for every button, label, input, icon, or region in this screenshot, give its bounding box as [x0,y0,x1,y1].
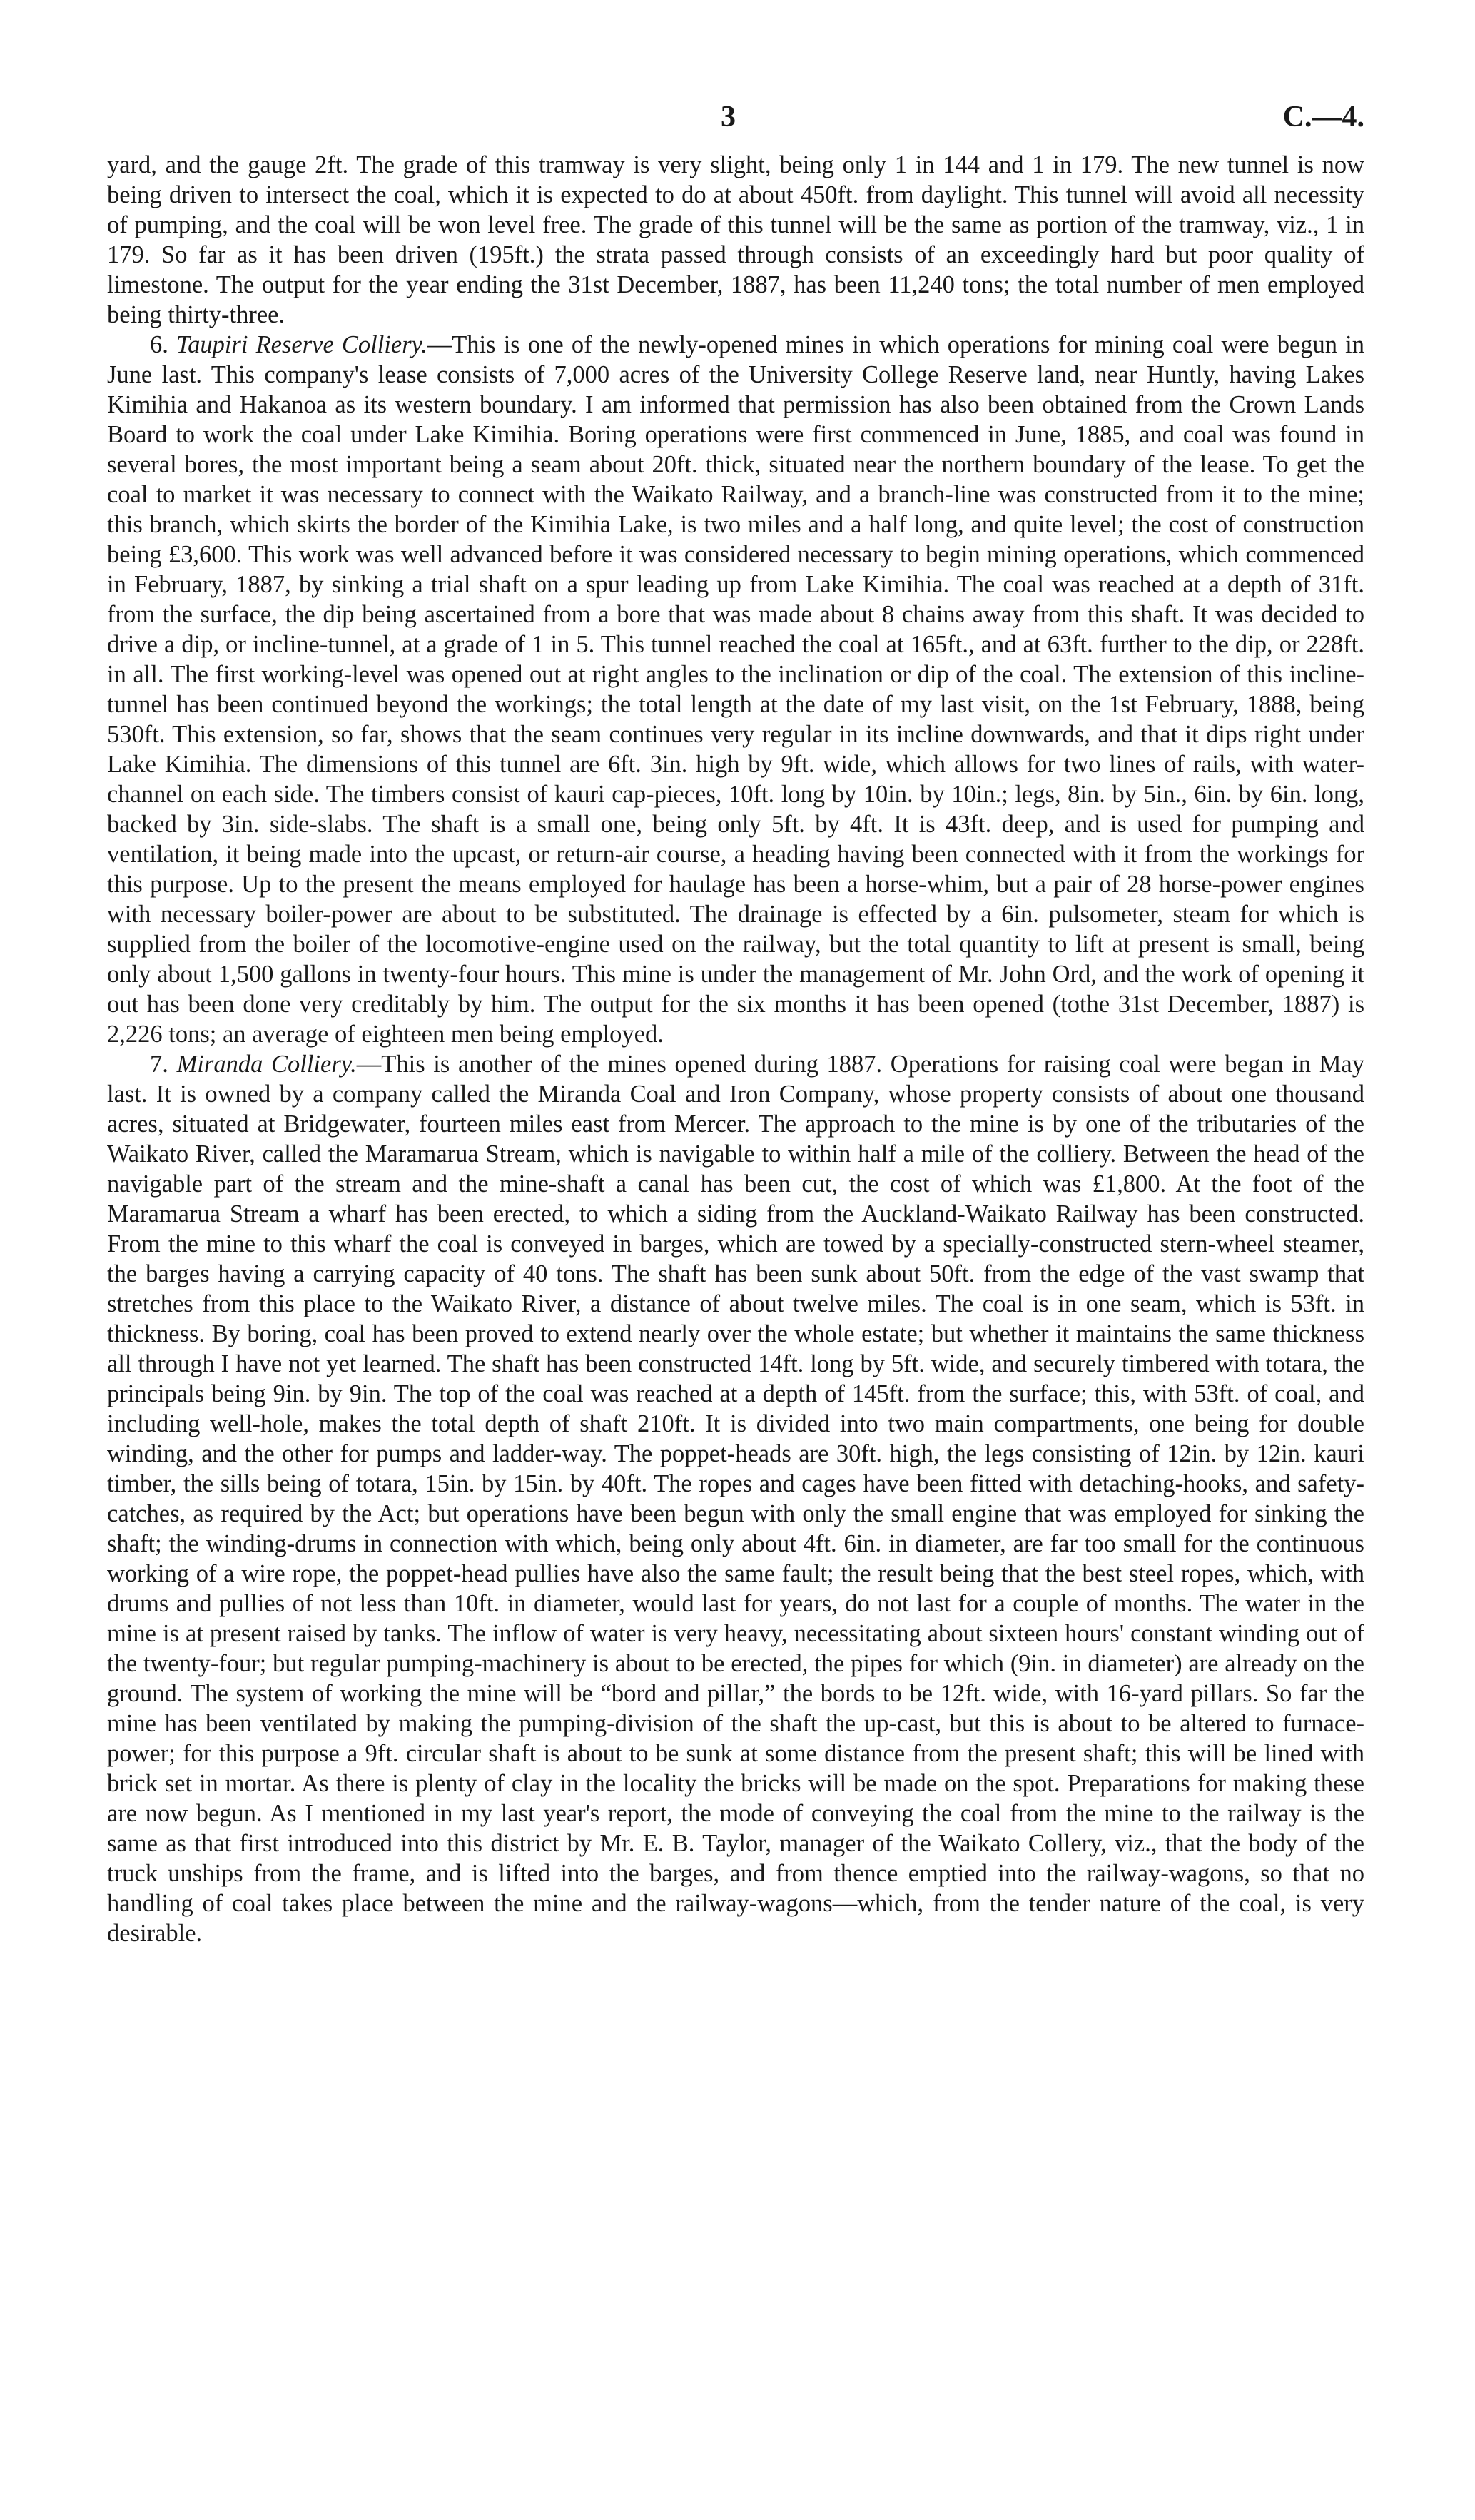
section-number: 6. [150,331,177,358]
paragraph-miranda-colliery [107,1049,1364,1948]
body-text [107,150,1364,1948]
section-title: Miranda Colliery. [176,1051,357,1078]
paragraph-text: —This is another of the mines opened during 1887. Operations for raising coal were began in May last. It is owned by a company called the Miranda Coal and Iron Company, whose property consists of about one thousand acres, situated at Bridgewater, fourteen miles east from Mercer. The approach to the mine is by one of the tributaries of the Waikato River, called the Maramarua Stream, which is navigable to within half a mile of the colliery. Between the head of the navigable part of the stream and the mine-shaft a canal has been cut, the cost of which was £1,800. At the foot of the Maramarua Stream a wharf has been erected, to which a siding from the Auckland-Waikato Railway has been constructed. From the mine to this wharf the coal is conveyed in barges, which are towed by a specially-constructed stern-wheel steamer, the barges having a carrying capacity of 40 tons. The shaft has been sunk about 50ft. from the edge of the vast swamp that stretches from this place to the Waikato River, a distance of about twelve miles. The coal is in one seam, which is 53ft. in thickness. By boring, coal has been proved to extend nearly over the whole estate; but whether it maintains the same thickness all through I have not yet learned. The shaft has been constructed 14ft. long by 5ft. wide, and securely timbered with totara, the principals being 9in. by 9in. The top of the coal was reached at a depth of 145ft. from the surface; this, with 53ft. of coal, and including well-hole, makes the total depth of shaft 210ft. It is divided into two main compartments, one being for double winding, and the other for pumps and ladder-way. The poppet-heads are 30ft. high, the legs consisting of 12in. by 12in. kauri timber, the sills being of totara, 15in. by 15in. by 40ft. The ropes and cages have been fitted with detaching-hooks, and safety-catches, as required by the Act; but operations have been begun with only the small engine that was employed for sinking the shaft; the winding-drums in connection with which, being only about 4ft. 6in. in diameter, are far too small for the continuous working of a wire rope, the poppet-head pullies have also the same fault; the result being that the best steel ropes, which, with drums and pullies of not less than 10ft. in diameter, would last for years, do not last for a couple of months. The water in the mine is at present raised by tanks. The inflow of water is very heavy, necessitating about sixteen hours' constant winding out of the twenty-four; but regular pumping-machinery is about to be erected, the pipes for which (9in. in diameter) are already on the ground. The system of working the mine will be “bord and pillar,” the bords to be 12ft. wide, with 16-yard pillars. So far the mine has been ventilated by making the pumping-division of the shaft the up-cast, but this is about to be altered to furnace-power; for this purpose a 9ft. circular shaft is about to be sunk at some distance from the present shaft; this will be lined with brick set in mortar. As there is plenty of clay in the locality the bricks will be made on the spot. Preparations for making these are now begun. As I mentioned in my last year's report, the mode of conveying the coal from the mine to the railway is the same as that first introduced into this district by Mr. E. B. Taylor, manager of the Waikato Collery, viz., that the body of the truck unships from the frame, and is lifted into the barges, and from thence emptied into the railway-wagons, so that no handling of coal takes place between the mine and the railway-wagons—which, from the tender nature of the coal, is very desirable. [107,1051,1364,1947]
paragraph-text: yard, and the gauge 2ft. The grade of this tramway is very slight, being only 1 in 144 and 1 in 179. The new tunnel is now being driven to intersect the coal, which it is expected to do at about 450ft. from daylight. This tunnel will avoid all necessity of pumping, and the coal will be won level free. The grade of this tunnel will be the same as portion of the tramway, viz., 1 in 179. So far as it has been driven (195ft.) the strata passed through consists of an exceedingly hard but poor quality of limestone. The output for the year ending the 31st December, 1887, has been 11,240 tons; the total number of men employed being thirty-three. [107,151,1364,328]
page-header [107,100,1364,150]
page-number: 3 [721,101,736,133]
document-page [107,100,1364,2484]
document-reference: C.—4. [1282,101,1364,133]
paragraph-text: —This is one of the newly-opened mines in which operations for mining coal were begun in June last. This company's lease consists of 7,000 acres of the University College Reserve land, near Huntly, having Lakes Kimihia and Hakanoa as its western boundary. I am informed that permission has also been obtained from the Crown Lands Board to work the coal under Lake Kimihia. Boring operations were first commenced in June, 1885, and coal was found in several bores, the most important being a seam about 20ft. thick, situated near the northern boundary of the lease. To get the coal to market it was necessary to connect with the Waikato Railway, and a branch-line was constructed from it to the mine; this branch, which skirts the border of the Kimihia Lake, is two miles and a half long, and quite level; the cost of construction being £3,600. This work was well advanced before it was considered necessary to begin mining operations, which commenced in February, 1887, by sinking a trial shaft on a spur leading up from Lake Kimihia. The coal was reached at a depth of 31ft. from the surface, the dip being ascertained from a bore that was made about 8 chains away from this shaft. It was decided to drive a dip, or incline-tunnel, at a grade of 1 in 5. This tunnel reached the coal at 165ft., and at 63ft. further to the dip, or 228ft. in all. The first working-level was opened out at right angles to the inclination or dip of the coal. The extension of this incline-tunnel has been continued beyond the workings; the total length at the date of my last visit, on the 1st February, 1888, being 530ft. This extension, so far, shows that the seam continues very regular in its incline downwards, and that it dips right under Lake Kimihia. The dimensions of this tunnel are 6ft. 3in. high by 9ft. wide, which allows for two lines of rails, with water-channel on each side. The timbers consist of kauri cap-pieces, 10ft. long by 10in. by 10in.; legs, 8in. by 5in., 6in. by 6in. long, backed by 3in. side-slabs. The shaft is a small one, being only 5ft. by 4ft. It is 43ft. deep, and is used for pumping and ventilation, it being made into the upcast, or return-air course, a heading having been connected with it from the workings for this purpose. Up to the present the means employed for haulage has been a horse-whim, but a pair of 28 horse-power engines with necessary boiler-power are about to be substituted. The drainage is effected by a 6in. pulsometer, steam for which is supplied from the boiler of the locomotive-engine used on the railway, but the total quantity to lift at present is small, being only about 1,500 gallons in twenty-four hours. This mine is under the management of Mr. John Ord, and the work of opening it out has been done very creditably by him. The output for the six months it has been opened (tothe 31st December, 1887) is 2,226 tons; an average of eighteen men being employed. [107,331,1365,1048]
section-title: Taupiri Reserve Colliery. [176,331,427,358]
section-number: 7. [150,1051,177,1078]
paragraph-continuation [107,150,1364,330]
paragraph-taupiri-reserve-colliery [107,330,1364,1049]
